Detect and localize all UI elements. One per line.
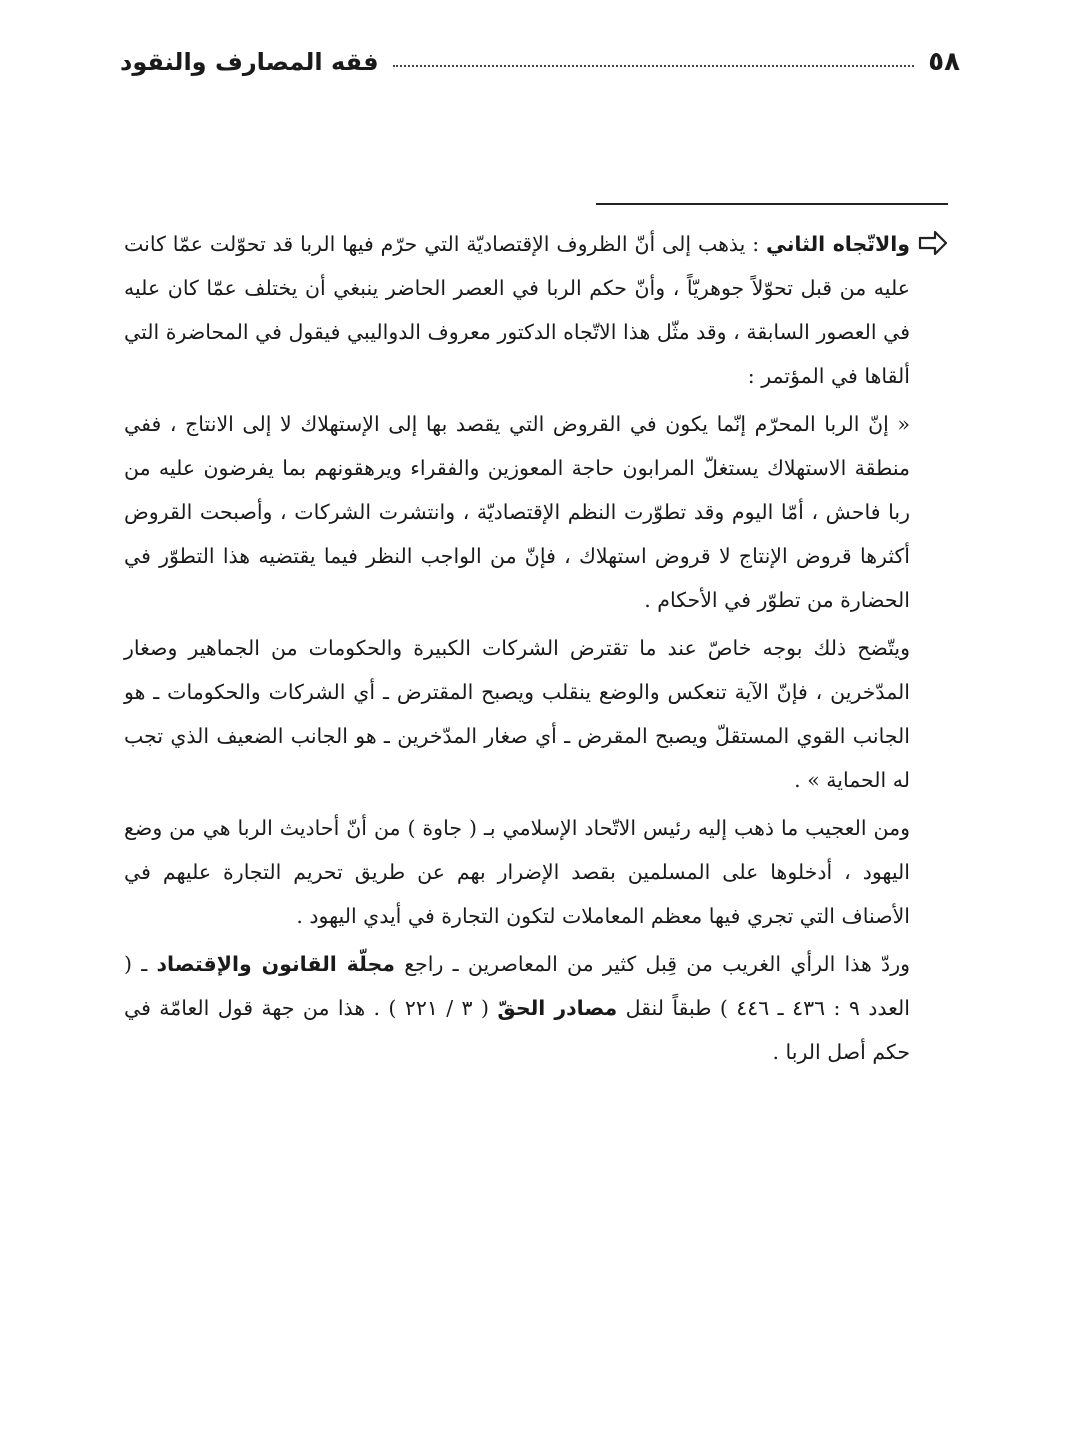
paragraph-text: : يذهب إلى أنّ الظروف الإقتصاديّة التي حرّم فيها الربا قد تحوّلت عمّا كانت عليه من قبل تحوّلاً جوهريّاً ، وأنّ حكم الربا في العصر الحاضر ينبغي أن يختلف عمّا كان عليه في العصور السابقة ، وقد مثّل هذا الاتّجاه الدكتور معروف الدواليبي فيقول في المحاضرة التي ألقاها في المؤتمر : — [124, 232, 910, 388]
source-title: مصادر الحقّ — [497, 996, 618, 1020]
footnote-separator — [596, 203, 948, 205]
paragraph-text: ( ٣ / ٢٢١ ) . هذا من جهة قول العامّة في حكم أصل الربا . — [124, 996, 910, 1064]
running-header — [120, 40, 960, 84]
header-dot-leader — [393, 65, 915, 67]
paragraph — [124, 222, 910, 398]
paragraph — [124, 942, 910, 1074]
quote-paragraph: ويتّضح ذلك بوجه خاصّ عند ما تقترض الشركات الكبيرة والحكومات من الجماهير وصغار المدّخرين ، فإنّ الآية تنعكس والوضع ينقلب ويصبح المقترض ـ أي الشركات والحكومات ـ هو الجانب القوي المستقلّ ويصبح المقرض ـ أي صغار المدّخرين ـ هو الجانب الضعيف الذي تجب له الحماية » . — [124, 636, 910, 792]
paragraph-text: وردّ هذا الرأي الغريب من قِبل كثير من المعاصرين ـ راجع — [404, 952, 910, 976]
quote-paragraph: « إنّ الربا المحرّم إنّما يكون في القروض التي يقصد بها إلى الإستهلاك لا إلى الانتاج ، ففي منطقة الاستهلاك يستغلّ المرابون حاجة المعوزين والفقراء ويرهقونهم بما يفرضون عليه من ربا فاحش ، أمّا اليوم وقد تطوّرت النظم الإقتصاديّة ، وانتشرت الشركات ، وأصبحت القروض أكثرها قروض الإنتاج لا قروض استهلاك ، فإنّ من الواجب النظر فيما يقتضيه هذا التطوّر في الحضارة من تطوّر في الأحكام . — [124, 412, 910, 612]
lead-term: والاتّجاه الثاني — [765, 232, 910, 256]
page-number: ٥٨ — [928, 47, 960, 77]
book-title: فقه المصارف والنقود — [120, 48, 379, 76]
paragraph: ومن العجيب ما ذهب إليه رئيس الاتّحاد الإسلامي بـ ( جاوة ) من أنّ أحاديث الربا هي من وضع اليهود ، أدخلوها على المسلمين بقصد الإضرار بهم عن طريق تحريم التجارة عليهم في الأصناف التي تجري فيها معظم المعاملات لتكون التجارة في أيدي اليهود . — [124, 816, 910, 928]
footnote-body — [124, 222, 910, 1078]
arrow-right-icon — [916, 226, 950, 260]
source-title: مجلّة القانون والإقتصاد — [156, 952, 395, 976]
paragraph-text: ـ ( العدد ٩ : ٤٣٦ ـ ٤٤٦ ) طبقاً لنقل — [124, 952, 910, 1020]
